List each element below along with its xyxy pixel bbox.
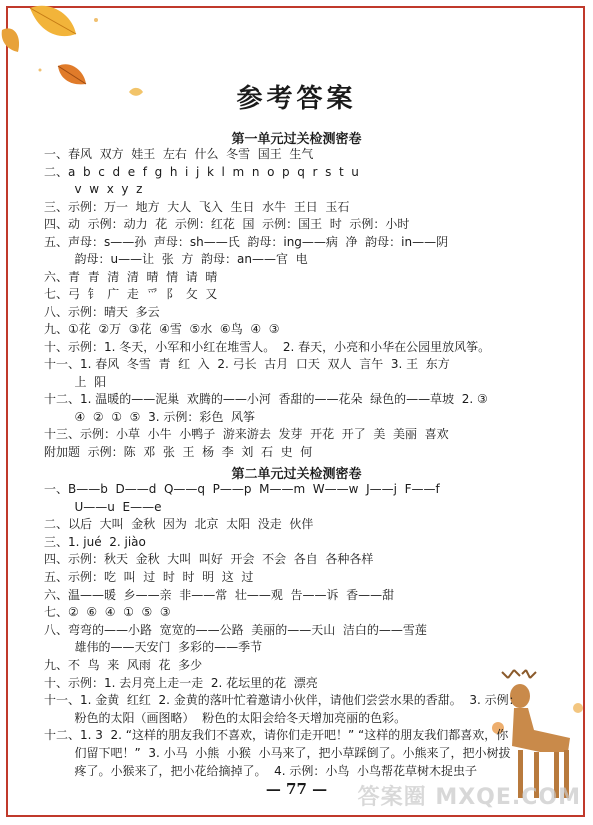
answer-line: 七、② ⑥ ④ ① ⑤ ③ [44, 605, 171, 620]
answer-line: 一、B——b D——d Q——q P——p M——m W——w J——j F——f [44, 482, 440, 496]
answer-line: 雄伟的——天安门 多彩的——季节 [44, 640, 263, 655]
answer-line: 六、青 青 清 清 晴 情 请 晴 [44, 269, 218, 284]
answer-line: 三、示例：万一 地方 大人 飞入 生日 水牛 王日 玉石 [44, 199, 350, 214]
page-number: — 77 — [265, 780, 328, 798]
answer-line: 二、以后 大叫 金秋 因为 北京 太阳 没走 伙伴 [44, 517, 314, 532]
answer-line: 十三、示例：小草 小牛 小鸭子 游来游去 发芽 开花 开了 美 美丽 喜欢 [44, 427, 449, 441]
answer-line: 韵母：u——让 张 方 韵母：an——官 电 [44, 252, 308, 266]
unit2-heading: 第二单元过关检测密卷 [231, 467, 362, 482]
answer-line: 十、示例：1. 去月亮上走一走 2. 花坛里的花 漂亮 [44, 675, 318, 690]
answer-line: 六、温——暖 乡——亲 非——常 壮——观 告——诉 香——甜 [44, 587, 395, 602]
answer-line: 八、弯弯的——小路 宽宽的——公路 美丽的——天山 洁白的——雪莲 [44, 622, 427, 637]
answer-line: 上 阳 [44, 374, 107, 389]
answer-line: 疼了。小猴来了，把小花给摘掉了。 4. 示例：小鸟 小鸟帮花草树木捉虫子 [44, 763, 478, 778]
answer-line: 五、声母：s——孙 声母：sh——氏 韵母：ing——病 净 韵母：in——阴 [44, 234, 449, 249]
answer-line: 五、示例：吃 叫 过 时 时 明 这 过 [44, 570, 254, 584]
page-title: 参考答案 [236, 84, 357, 114]
answer-line: 二、a b c d e f g h i j k l m n o p q r s t u [44, 164, 359, 179]
answer-line: 七、弓 钅 广 走 爫 阝 攵 又 [44, 287, 218, 301]
answer-line: 四、动 示例：动力 花 示例：红花 国 示例：国王 时 示例：小时 [44, 217, 410, 231]
answer-line: 粉色的太阳（画图略） 粉色的太阳会给冬天增加亮丽的色彩。 [44, 710, 407, 725]
unit1-heading: 第一单元过关检测密卷 [231, 132, 362, 147]
answer-line: U——u E——e [44, 499, 162, 514]
answer-line: 三、1. jué 2. jiào [44, 534, 146, 549]
answer-line: 四、示例：秋天 金秋 大叫 叫好 开会 不会 各自 各种各样 [44, 552, 374, 567]
answer-line: 们留下吧！” 3. 小马 小熊 小猴 小马来了，把小草踩倒了。小熊来了，把小树拔 [44, 746, 511, 760]
answer-line: 一、春风 双方 娃王 左右 什么 冬雪 国王 生气 [44, 147, 314, 161]
answer-line: 十二、1. 3 2. “这样的朋友我们不喜欢，请你们走开吧！” “这样的朋友我们都喜欢，你 [44, 728, 509, 743]
answer-line: ④ ② ① ⑤ 3. 示例：彩色 风筝 [44, 409, 255, 424]
answer-line: 十二、1. 温暖的——泥巢 欢腾的——小河 香甜的——花朵 绿色的——草坡 2. ③ [44, 392, 488, 406]
answer-line: 十一、1. 金黄 红红 2. 金黄的落叶忙着邀请小伙伴，请他们尝尝水果的香甜。 3. 示例： [44, 693, 521, 708]
answer-line: 十、示例：1. 冬天，小军和小红在堆雪人。 2. 春天，小亮和小华在公园里放风筝。 [44, 339, 491, 354]
answer-line: 九、不 鸟 来 风雨 花 多少 [44, 658, 203, 672]
answer-line: 附加题 示例：陈 邓 张 王 杨 李 刘 石 史 何 [44, 444, 313, 459]
answer-line: 八、示例：晴天 多云 [44, 304, 160, 319]
answer-line: 九、①花 ②万 ③花 ④雪 ⑤水 ⑥鸟 ④ ③ [44, 322, 280, 336]
watermark: 答案圈 MXQE.COM [357, 785, 581, 810]
answer-line: v w x y z [44, 182, 143, 196]
answer-line: 十一、1. 春风 冬雪 青 红 入 2. 弓长 古月 口天 双人 言午 3. 王 东方 [44, 357, 450, 371]
